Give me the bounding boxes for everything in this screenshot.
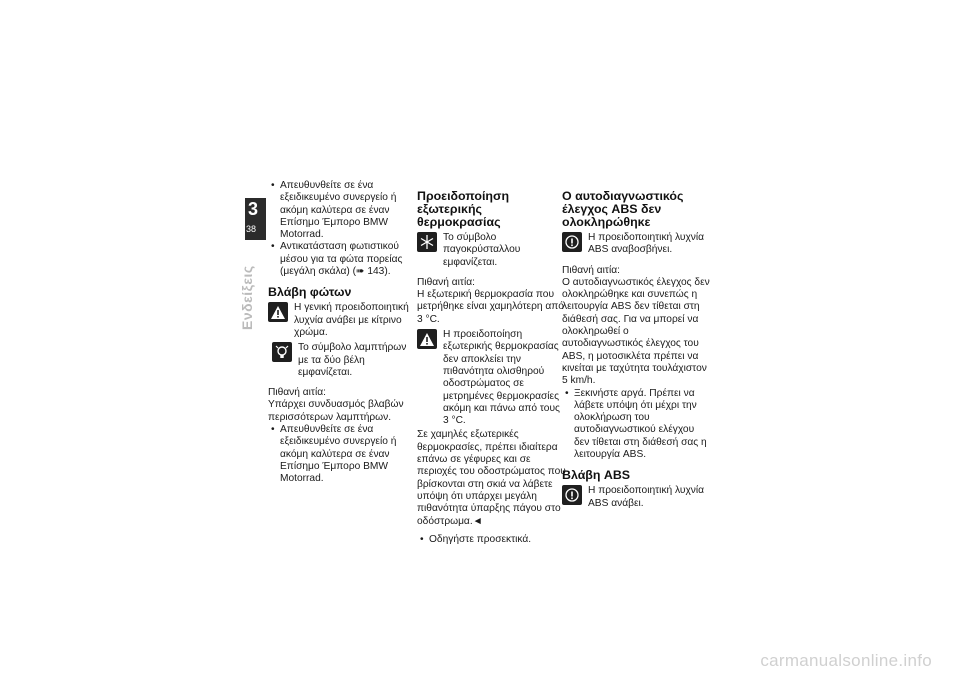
chapter-title: Ενδείξεις [239, 265, 255, 330]
warning-triangle-icon [268, 302, 288, 322]
ice-crystal-icon [417, 232, 437, 252]
list-item: • Ξεκινήστε αργά. Πρέπει να λάβετε υπόψη ότι μέχρι την ολοκλήρωση του αυτοδιαγνωστικού ελέγχου δεν τίθεται στη διάθεσή σας η λειτουργία ABS. [565, 387, 707, 461]
section-heading: Ο αυτοδιαγνωστικός έλεγχος ABS δεν ολοκληρώθηκε [562, 189, 684, 229]
lamp-text: Το σύμβολο λαμπτήρων με τα δύο βέλη εμφανίζεται. [298, 342, 407, 378]
cause-label: Πιθανή αιτία: [268, 387, 326, 399]
warning-text: Η γενική προειδοποιητική λυχνία ανάβει με κίτρινο χρώμα. [294, 302, 409, 338]
section-heading: Προειδοποίηση εξωτερικής θερμοκρασίας [417, 189, 510, 229]
section-heading: Βλάβη φώτων [268, 285, 352, 300]
column-3 [562, 188, 712, 512]
warning-text: Η προειδοποίηση εξωτερικής θερμοκρασίας δεν αποκλείει την πιθανότητα ολισθηρού οδοστρώματος σε μετρημένες θερμοκρασίες ακόμη και πάνω από τους 3 °C. [443, 329, 560, 427]
cause-label: Πιθανή αιτία: [562, 264, 620, 276]
abs-text: Η προειδοποιητική λυχνία ABS ανάβει. [588, 485, 705, 509]
list-item: • Απευθυνθείτε σε ένα εξειδικευμένο συνεργείο ή ακόμη καλύτερα σε έναν Επίσημο Έμπορο BMW Motorrad. [271, 180, 397, 241]
cause-label: Πιθανή αιτία: [417, 276, 475, 288]
chapter-number: 3 [248, 199, 259, 219]
abs-text: Η προειδοποιητική λυχνία ABS αναβοσβήνει. [588, 232, 705, 256]
cause-text: Υπάρχει συνδυασμός βλαβών περισσότερων λαμπτήρων. [268, 399, 404, 423]
column-2 [417, 188, 567, 546]
extra-text: Σε χαμηλές εξωτερικές θερμοκρασίες, πρέπει ιδιαίτερα επάνω σε γέφυρες και σε περιοχές του οδοστρώματος που βρίσκονται στη σκιά να λάβετε υπόψη ότι υπάρχει μεγάλη πιθανότητα ύπαρξης πάγου στο οδόστρωμα.◄ [417, 429, 566, 527]
list-item: • Απευθυνθείτε σε ένα εξειδικευμένο συνεργείο ή ακόμη καλύτερα σε έναν Επίσημο Έμπορο BMW Motorrad. [271, 424, 397, 485]
bulb-arrows-icon [272, 342, 292, 362]
ice-text: Το σύμβολο παγοκρύσταλλου εμφανίζεται. [443, 232, 521, 268]
column-1 [268, 180, 414, 486]
page-number: 38 [246, 224, 257, 234]
abs-warning-icon [562, 485, 582, 505]
list-item: • Οδηγήστε προσεκτικά. [420, 533, 532, 545]
cause-text: Η εξωτερική θερμοκρασία που μετρήθηκε είναι χαμηλότερη από 3 °C. [417, 289, 564, 325]
list-item: • Αντικατάσταση φωτιστικού μέσου για τα φώτα πορείας (μεγάλη σκάλα) (➠ 143). [271, 241, 403, 278]
section-heading: Βλάβη ABS [562, 468, 631, 483]
abs-warning-icon [562, 232, 582, 252]
watermark: carmanualsonline.info [760, 651, 932, 670]
cause-text: Ο αυτοδιαγνωστικός έλεγχος δεν ολοκληρώθηκε και συνεπώς η λειτουργία ABS δεν τίθεται στη διάθεσή σας. Για να μπορεί να ολοκληρωθεί ο αυτοδιαγνωστικός έλεγχος του ABS, η μοτοσικλέτα πρέπει να κινείται με ταχύτητα τουλάχιστον 5 km/h. [562, 276, 710, 387]
warning-triangle-icon [417, 329, 437, 349]
